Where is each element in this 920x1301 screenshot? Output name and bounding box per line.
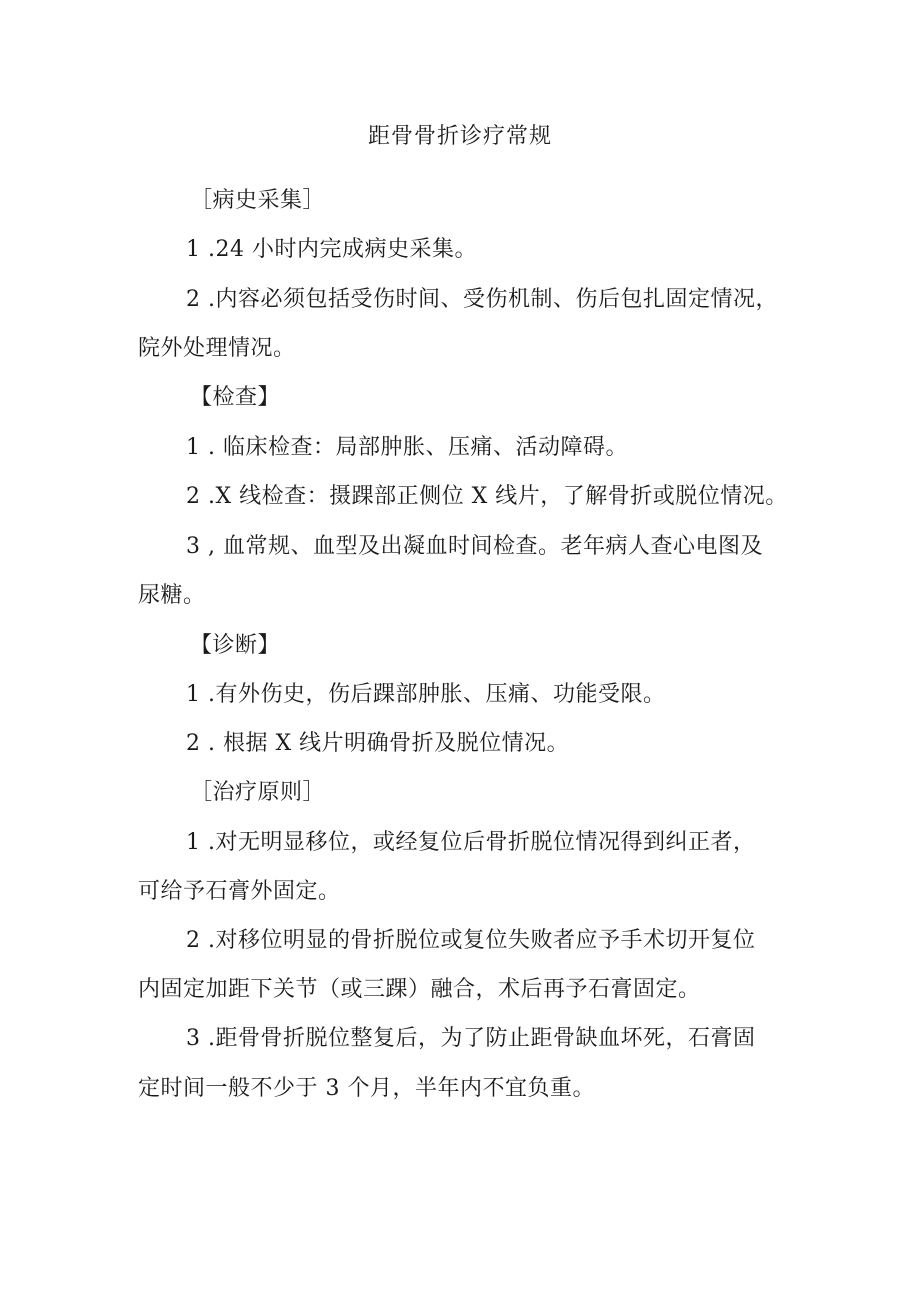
treatment-item-1-line-2: 可给予石膏外固定。 (138, 879, 341, 904)
section-heading-diagnosis: 【诊断】 (190, 633, 281, 658)
treatment-item-1-line-1: 1 .对无明显移位，或经复位后骨折脱位情况得到纠正者， (186, 830, 756, 855)
history-item-2-line-2: 院外处理情况。 (138, 336, 296, 361)
diagnosis-item-1: 1 .有外伤史，伤后踝部肿胀、压痛、功能受限。 (186, 682, 666, 707)
treatment-item-2-line-1: 2 .对移位明显的骨折脱位或复位失败者应予手术切开复位 (186, 928, 756, 953)
exam-item-2: 2 .X 线检查：摄踝部正侧位 X 线片，了解骨折或脱位情况。 (186, 484, 788, 509)
exam-item-3-line-1: 3 , 血常规、血型及出凝血时间检查。老年病人查心电图及 (186, 534, 763, 559)
diagnosis-item-2: 2 . 根据 X 线片明确骨折及脱位情况。 (186, 731, 570, 756)
treatment-item-2-line-2: 内固定加距下关节（或三踝）融合，术后再予石膏固定。 (138, 977, 701, 1002)
exam-item-1: 1 . 临床检查：局部肿胀、压痛、活动障碍。 (186, 435, 628, 460)
document-title: 距骨骨折诊疗常规 (367, 124, 552, 149)
treatment-item-3-line-2: 定时间一般不少于 3 个月，半年内不宜负重。 (138, 1076, 595, 1101)
section-heading-history: ［病史采集］ (190, 188, 326, 213)
section-heading-exam: 【检查】 (190, 385, 281, 410)
section-heading-treatment: ［治疗原则］ (190, 780, 326, 805)
history-item-2-line-1: 2 .内容必须包括受伤时间、受伤机制、伤后包扎固定情况， (186, 287, 778, 312)
history-item-1: 1 .24 小时内完成病史采集。 (186, 237, 477, 262)
exam-item-3-line-2: 尿糖。 (138, 583, 206, 608)
treatment-item-3-line-1: 3 .距骨骨折脱位整复后，为了防止距骨缺血坏死，石膏固 (186, 1026, 756, 1051)
